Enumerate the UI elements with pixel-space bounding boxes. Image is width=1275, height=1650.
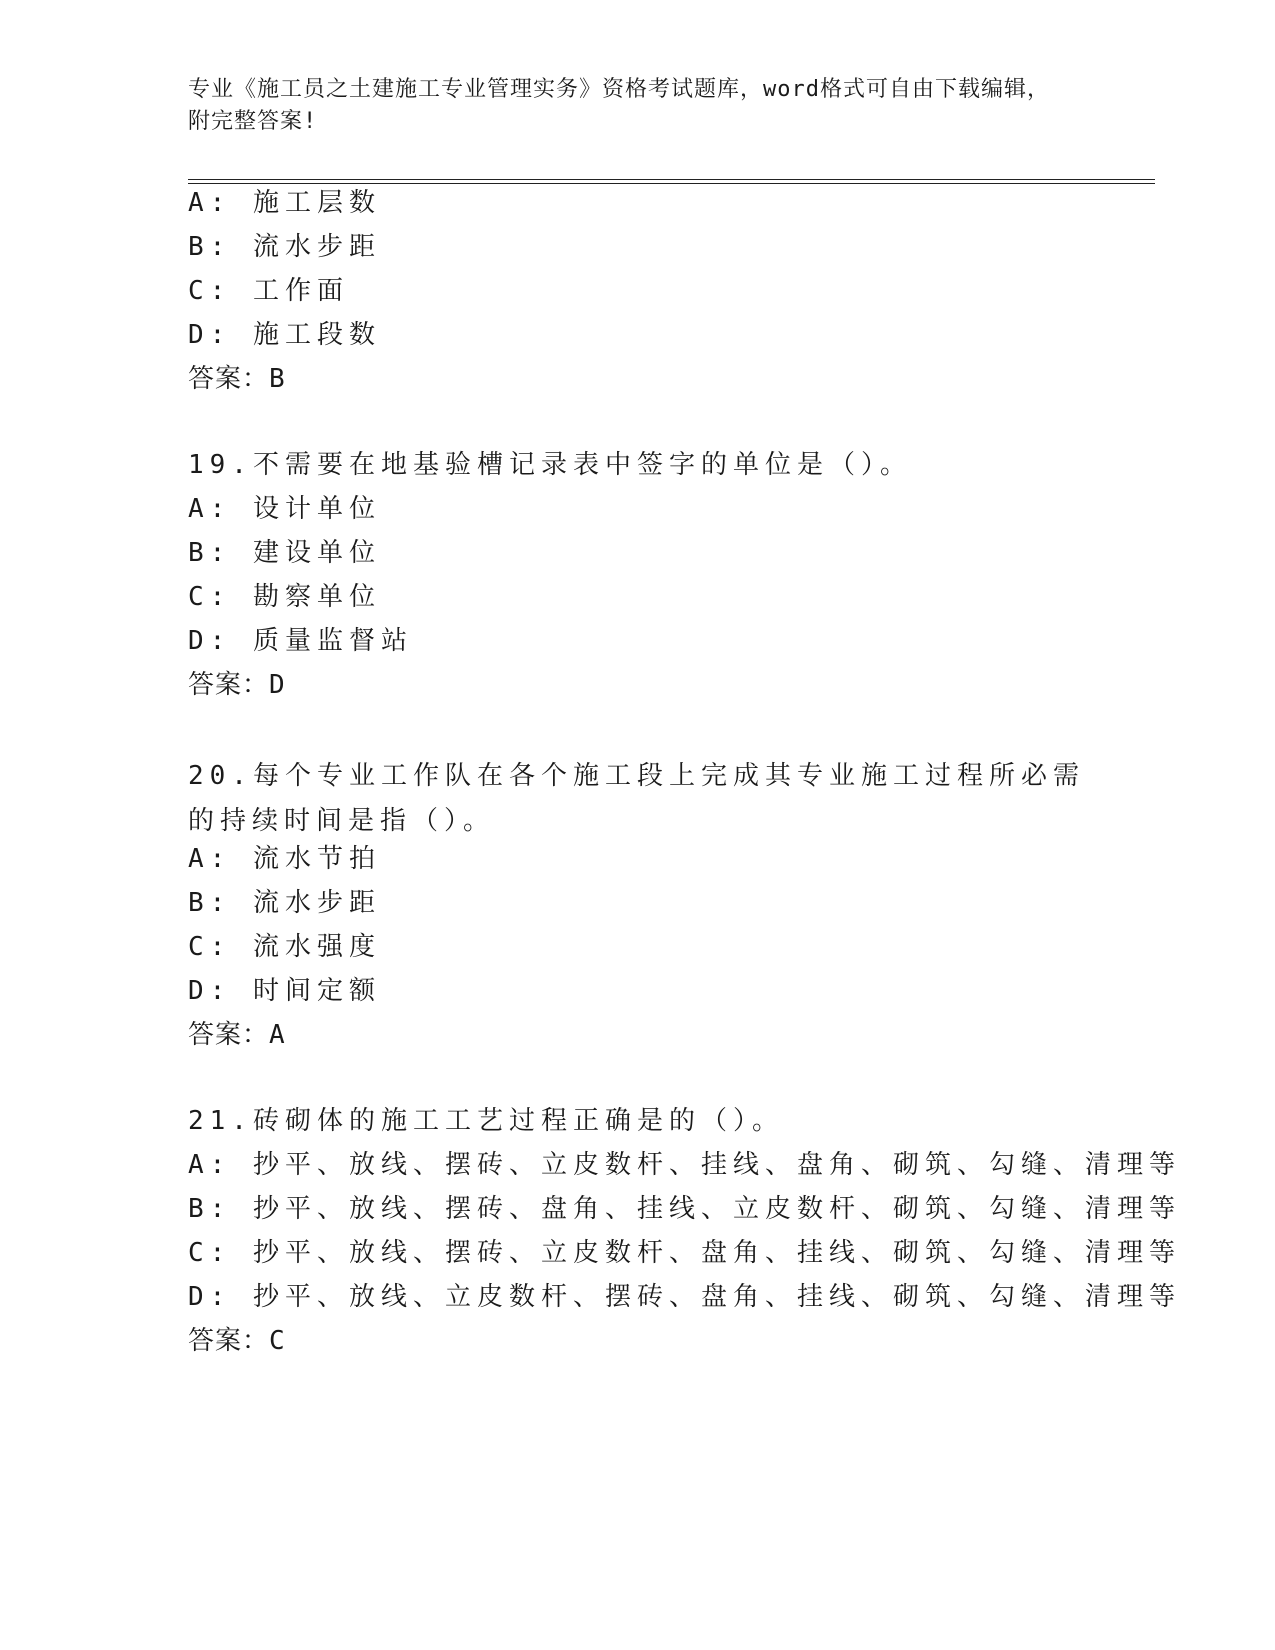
q21-answer-label: 答案： bbox=[188, 1326, 270, 1356]
q20-option-d: D: 时间定额 bbox=[188, 976, 381, 1006]
header-divider-top bbox=[188, 179, 1155, 180]
q19-option-c: C: 勘察单位 bbox=[188, 582, 381, 612]
q18-answer-label: 答案： bbox=[188, 364, 270, 394]
q21-answer-value: C bbox=[269, 1326, 286, 1356]
q19-answer-value: D bbox=[269, 670, 286, 700]
q19-question: 19.不需要在地基验槽记录表中签字的单位是（）。 bbox=[188, 450, 912, 480]
q19-option-a: A: 设计单位 bbox=[188, 494, 381, 524]
q18-option-a: A: 施工层数 bbox=[188, 188, 381, 218]
q18-answer-value: B bbox=[269, 364, 286, 394]
q20-option-a: A: 流水节拍 bbox=[188, 844, 381, 874]
q21-option-b: B: 抄平、放线、摆砖、盘角、挂线、立皮数杆、砌筑、勾缝、清理等 bbox=[188, 1194, 1181, 1224]
q20-answer-value: A bbox=[269, 1020, 286, 1050]
q20-option-b: B: 流水步距 bbox=[188, 888, 381, 918]
q21-answer bbox=[188, 1324, 286, 1358]
q18-option-c: C: 工作面 bbox=[188, 276, 349, 306]
document-header: 专业《施工员之土建施工专业管理实务》资格考试题库，word格式可自由下载编辑，附完整答案! bbox=[188, 77, 1050, 134]
q19-answer bbox=[188, 668, 286, 702]
q21-question: 21.砖砌体的施工工艺过程正确是的（）。 bbox=[188, 1106, 784, 1136]
q19-answer-label: 答案： bbox=[188, 670, 270, 700]
q20-answer-label: 答案： bbox=[188, 1020, 270, 1050]
q21-option-c: C: 抄平、放线、摆砖、立皮数杆、盘角、挂线、砌筑、勾缝、清理等 bbox=[188, 1238, 1181, 1268]
header-divider-bottom bbox=[188, 183, 1155, 184]
q19-option-d: D: 质量监督站 bbox=[188, 626, 413, 656]
q20-question: 20.每个专业工作队在各个施工段上完成其专业施工过程所必需的持续时间是指（）。 bbox=[188, 761, 1085, 836]
q20-answer bbox=[188, 1018, 286, 1052]
q19-option-b: B: 建设单位 bbox=[188, 538, 381, 568]
q18-option-b: B: 流水步距 bbox=[188, 232, 381, 262]
q21-option-a: A: 抄平、放线、摆砖、立皮数杆、挂线、盘角、砌筑、勾缝、清理等 bbox=[188, 1150, 1181, 1180]
q18-option-d: D: 施工段数 bbox=[188, 320, 381, 350]
q18-answer bbox=[188, 362, 286, 396]
q21-option-d: D: 抄平、放线、立皮数杆、摆砖、盘角、挂线、砌筑、勾缝、清理等 bbox=[188, 1282, 1181, 1312]
q20-option-c: C: 流水强度 bbox=[188, 932, 381, 962]
